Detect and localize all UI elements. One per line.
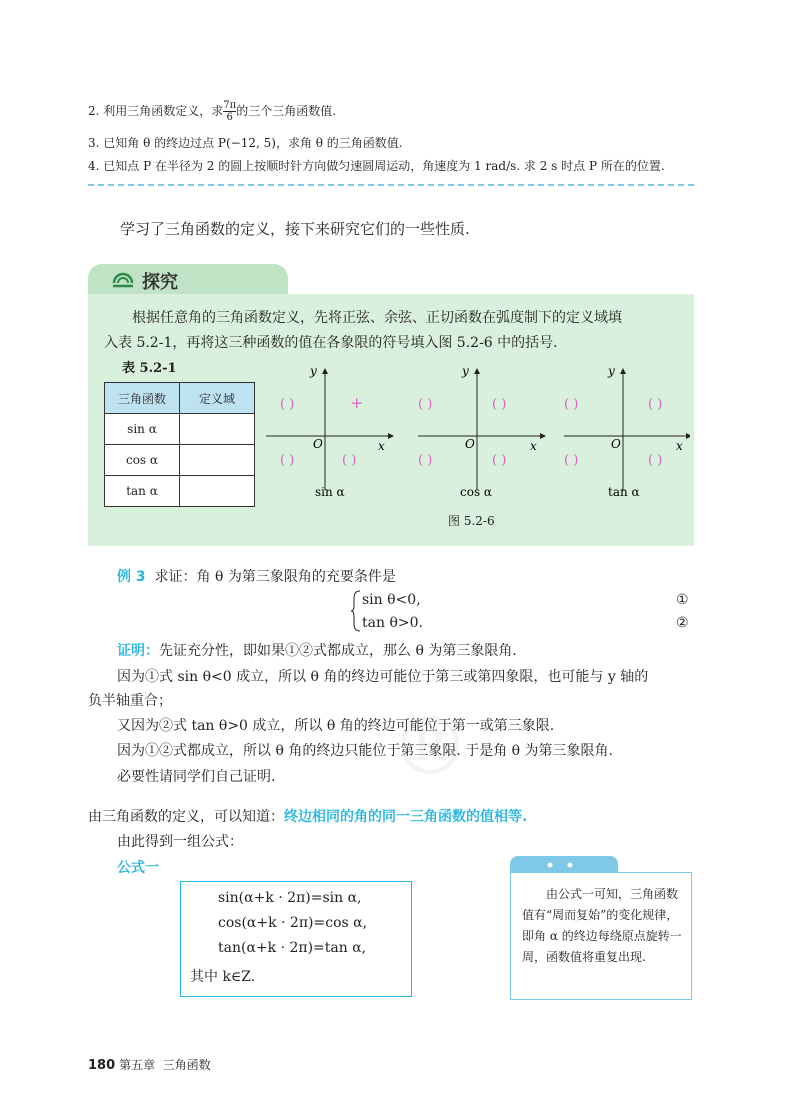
quadrant-4-bracket[interactable]: ( ) xyxy=(342,453,357,468)
quadrant-1-bracket[interactable]: ( ) xyxy=(648,397,663,412)
explore-icon xyxy=(112,271,134,289)
table-cell-function: tan α xyxy=(105,476,180,507)
example-3 xyxy=(117,566,396,586)
x-axis-label: x xyxy=(378,439,385,453)
table-header-function: 三角函数 xyxy=(105,383,180,414)
diagram-caption: cos α xyxy=(460,485,493,499)
origin-label: O xyxy=(465,437,475,451)
proof-line-2: 因为①式 sin θ<0 成立，所以 θ 角的终边可能位于第三或第四象限，也可能与 y 轴的 xyxy=(117,669,649,685)
proof-text-1: 先证充分性，即如果①②式都成立，那么 θ 为第三象限角. xyxy=(159,643,517,659)
table-row xyxy=(105,414,255,445)
brace-icon xyxy=(350,590,362,632)
axis-diagram-tan xyxy=(564,364,690,499)
condition-2-mark: ② xyxy=(676,615,689,631)
y-axis-label: y xyxy=(310,364,317,378)
proof-label: 证明： xyxy=(117,643,159,659)
proof-line-2b: 负半轴重合； xyxy=(88,693,172,709)
figure-caption: 图 5.2-6 xyxy=(448,514,495,528)
explore-paragraph-1: 根据任意角的三角函数定义，先将正弦、余弦、正切函数在弧度制下的定义域填 xyxy=(132,310,622,326)
fraction xyxy=(223,100,236,123)
quadrant-2-bracket[interactable]: ( ) xyxy=(418,397,433,412)
exercise-2-text-end: 的三个三角函数值. xyxy=(236,104,337,118)
side-note-text: 由公式一可知，三角函数值有“周而复始”的变化规律，即角 α 的终边每绕原点旋转一周，函数值将重复出现. xyxy=(522,887,682,964)
exercise-3: 3. 已知角 θ 的终边过点 P(−12, 5)，求角 θ 的三角函数值. xyxy=(88,136,403,150)
y-axis-label: y xyxy=(462,364,469,378)
quadrant-1-bracket[interactable]: + xyxy=(350,393,364,412)
proof-line-4: 因为①②式都成立，所以 θ 角的终边只能位于第三象限. 于是角 θ 为第三象限角. xyxy=(117,743,614,759)
quadrant-4-bracket[interactable]: ( ) xyxy=(492,453,507,468)
formula-sin: sin(α+k · 2π)=sin α, xyxy=(218,890,362,906)
fraction-numerator: 7π xyxy=(223,100,237,111)
exercise-2-text: 2. 利用三角函数定义，求 xyxy=(88,104,224,118)
example-statement: 求证：角 θ 为第三象限角的充要条件是 xyxy=(154,569,396,585)
example-label: 例 3 xyxy=(117,569,146,585)
origin-label: O xyxy=(313,437,323,451)
publisher-watermark: ® xyxy=(390,700,470,793)
axis-diagram-cos xyxy=(418,364,546,499)
dashed-divider xyxy=(88,184,694,186)
table-cell-function: cos α xyxy=(105,445,180,476)
domain-table xyxy=(104,382,255,507)
origin-label: O xyxy=(611,437,621,451)
conclusion-line xyxy=(88,806,527,826)
diagram-caption: tan α xyxy=(608,485,640,499)
quadrant-3-bracket[interactable]: ( ) xyxy=(564,453,579,468)
table-cell-domain[interactable] xyxy=(180,445,255,476)
page-footer xyxy=(88,1056,211,1073)
explore-title: 探究 xyxy=(142,272,178,293)
table-header-row xyxy=(105,383,255,414)
formula-title: 公式一 xyxy=(117,860,159,876)
formula-cos: cos(α+k · 2π)=cos α, xyxy=(218,915,368,931)
page-number: 180 xyxy=(88,1058,116,1073)
condition-2: tan θ>0. xyxy=(362,615,423,631)
quadrant-2-bracket[interactable]: ( ) xyxy=(280,397,295,412)
exercise-4: 4. 已知点 P 在半径为 2 的圆上按顺时针方向做匀速圆周运动，角速度为 1 rad/s. 求 2 s 时点 P 所在的位置. xyxy=(88,159,665,173)
y-axis-label: y xyxy=(608,364,615,378)
proof-line-5: 必要性请同学们自己证明. xyxy=(117,769,276,785)
exercise-2 xyxy=(88,100,336,123)
formula-intro: 由此得到一组公式： xyxy=(117,834,243,850)
axis-diagram-sin xyxy=(266,364,394,499)
chapter-title: 三角函数 xyxy=(162,1058,211,1072)
explore-paragraph-2: 入表 5.2-1，再将这三种函数的值在各象限的符号填入图 5.2-6 中的括号. xyxy=(104,335,558,351)
condition-1-mark: ① xyxy=(676,592,689,608)
table-cell-domain[interactable] xyxy=(180,414,255,445)
sign-diagrams xyxy=(260,360,690,510)
fraction-denominator: 6 xyxy=(226,112,233,123)
quadrant-3-bracket[interactable]: ( ) xyxy=(418,453,433,468)
formula-condition: 其中 k∈Z. xyxy=(190,969,256,985)
table-row xyxy=(105,476,255,507)
quadrant-1-bracket[interactable]: ( ) xyxy=(492,397,507,412)
table-caption: 表 5.2-1 xyxy=(122,361,177,376)
formula-tan: tan(α+k · 2π)=tan α, xyxy=(218,940,367,956)
table-header-domain: 定义域 xyxy=(180,383,255,414)
x-axis-label: x xyxy=(676,439,683,453)
intro-text: 学习了三角函数的定义，接下来研究它们的一些性质. xyxy=(120,220,470,238)
x-axis-label: x xyxy=(530,439,537,453)
table-cell-function: sin α xyxy=(105,414,180,445)
chapter-label: 第五章 xyxy=(118,1058,155,1072)
diagram-caption: sin α xyxy=(315,485,345,499)
quadrant-3-bracket[interactable]: ( ) xyxy=(280,453,295,468)
table-row xyxy=(105,445,255,476)
proof-line-3: 又因为②式 tan θ>0 成立，所以 θ 角的终边可能位于第一或第三象限. xyxy=(117,718,555,734)
quadrant-4-bracket[interactable]: ( ) xyxy=(648,453,663,468)
table-cell-domain[interactable] xyxy=(180,476,255,507)
proof-line-1 xyxy=(117,640,517,660)
condition-1: sin θ<0, xyxy=(362,592,421,608)
quadrant-2-bracket[interactable]: ( ) xyxy=(564,397,579,412)
conclusion-text: 由三角函数的定义，可以知道： xyxy=(88,809,284,825)
conclusion-highlight: 终边相同的角的同一三角函数的值相等. xyxy=(284,809,528,825)
